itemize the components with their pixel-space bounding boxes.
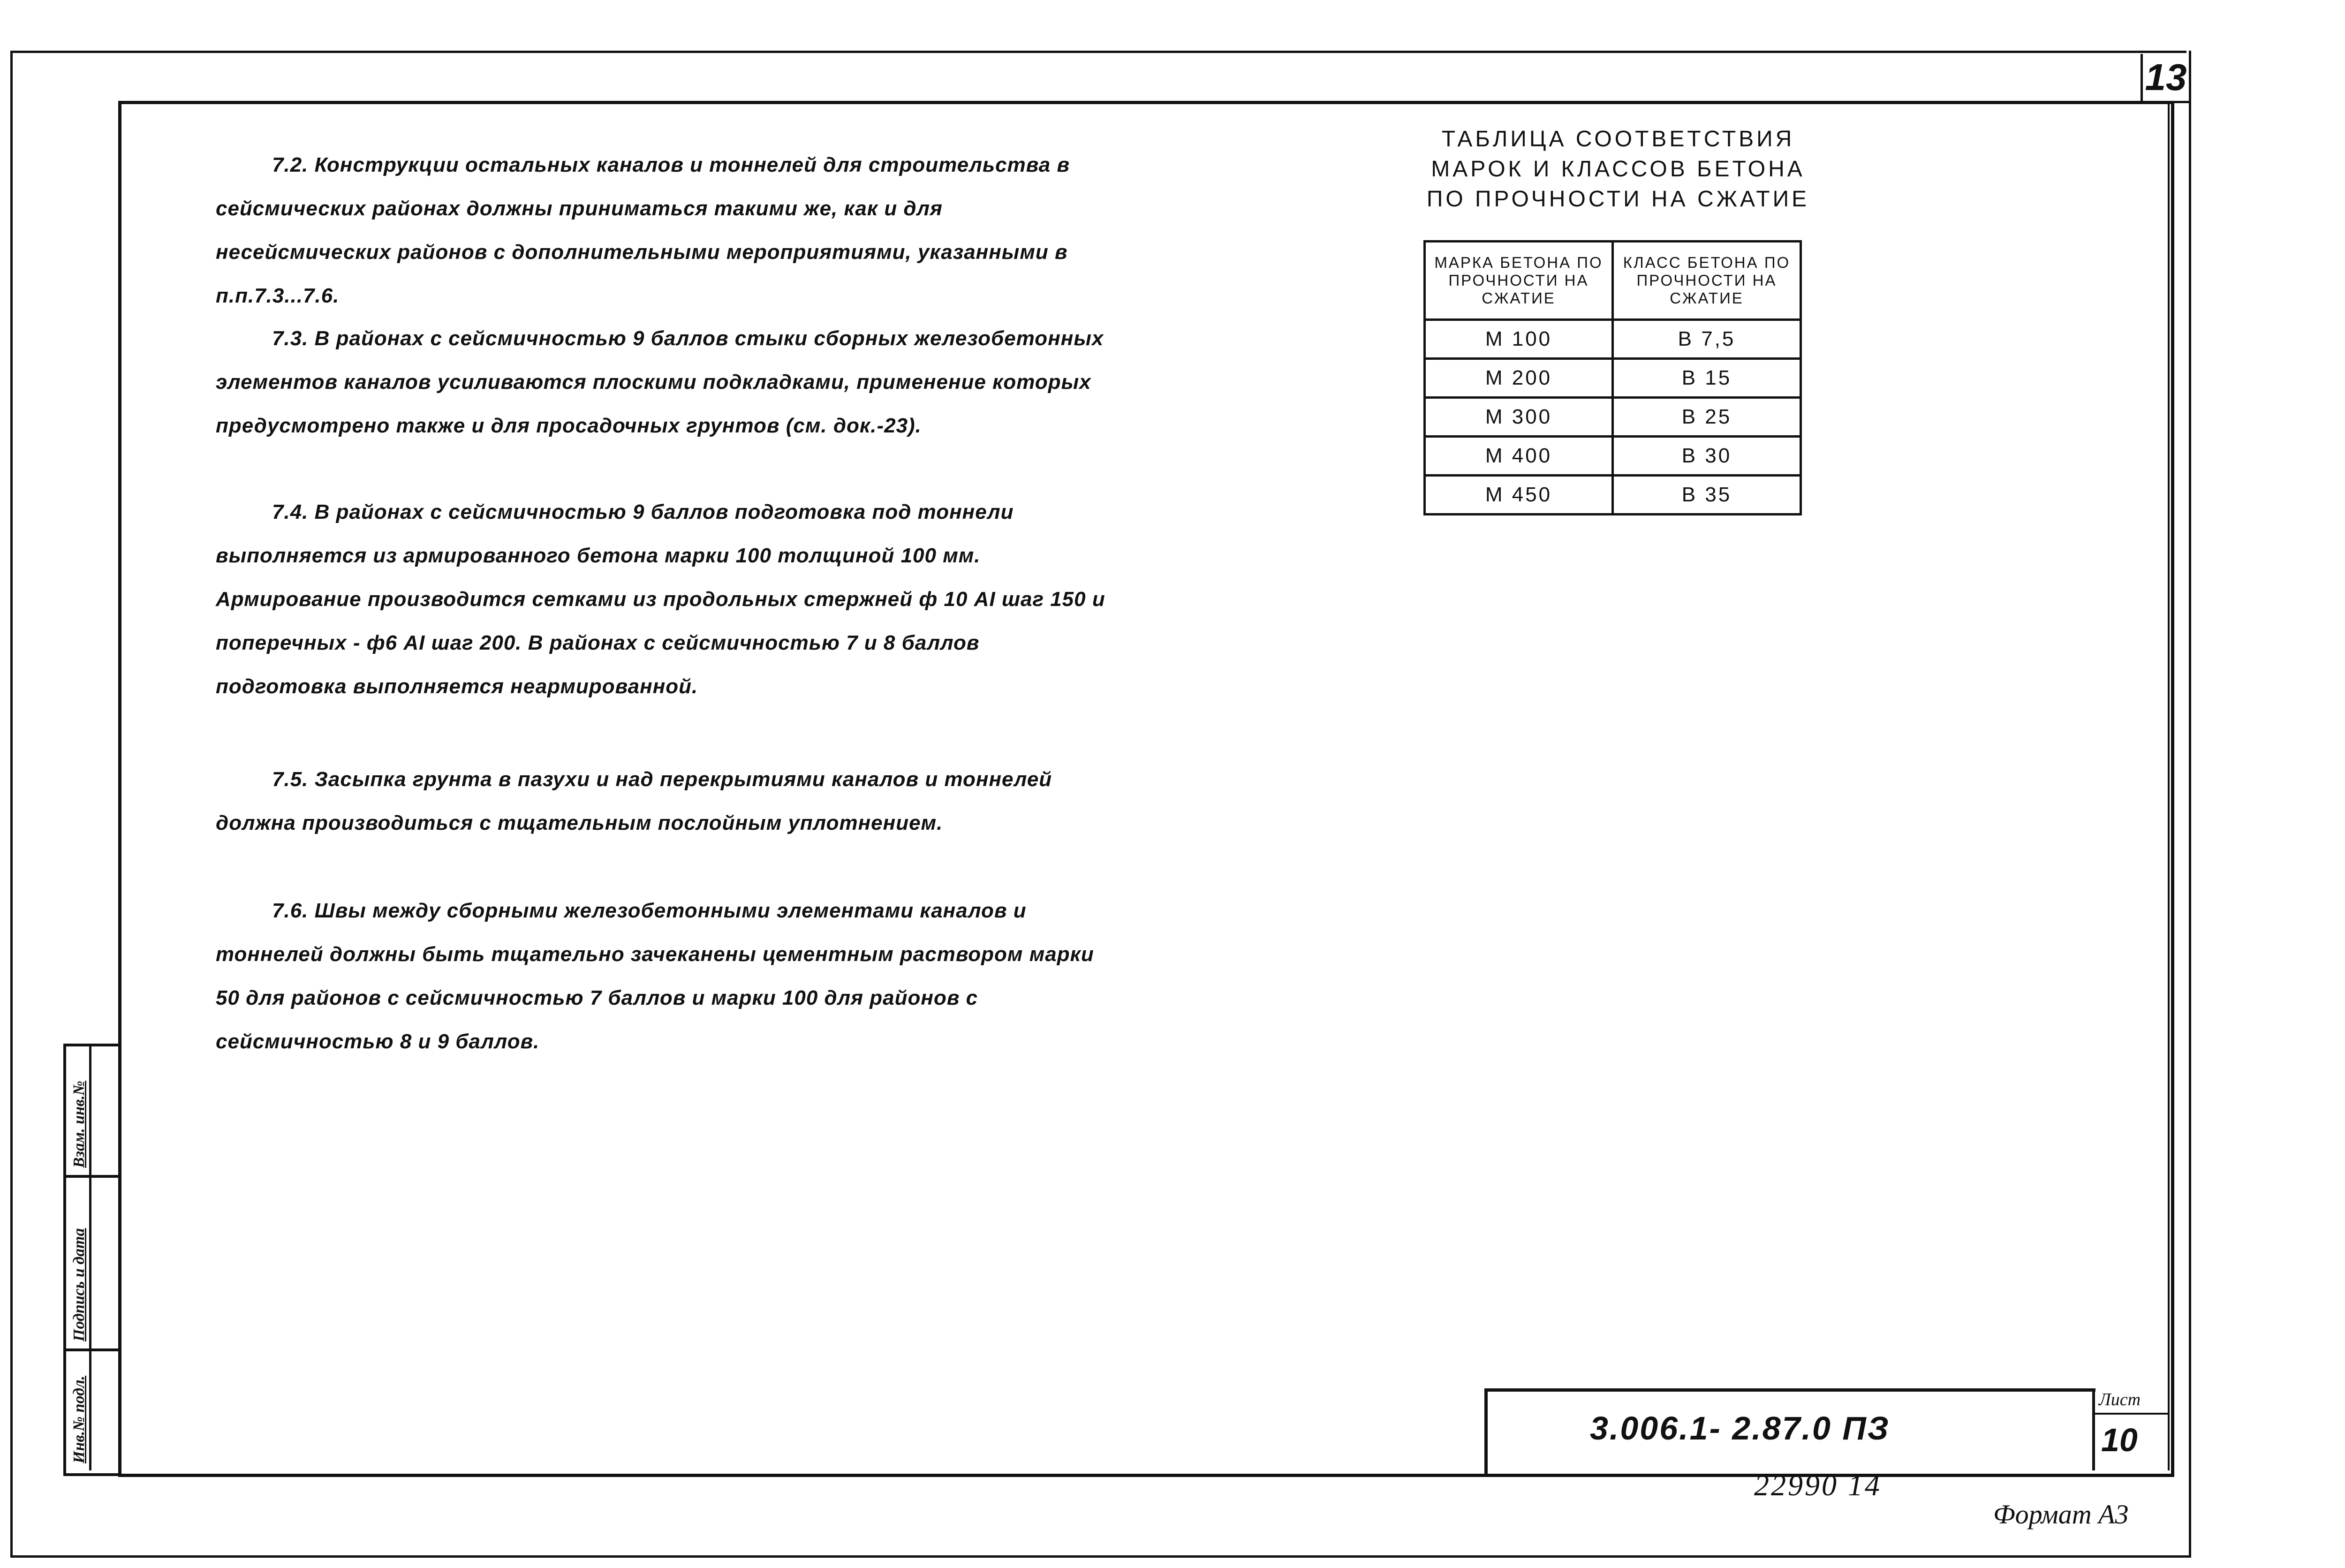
sheet-label: Лист [2099,1390,2141,1409]
cell-grade: М 100 [1425,320,1613,359]
concrete-grade-table [1423,240,1802,515]
table-header-row [1425,242,1801,320]
cell-grade: М 300 [1425,398,1613,437]
inventory-number: 22990 14 [1754,1469,1882,1502]
table-row [1425,320,1801,359]
cell-grade: М 450 [1425,476,1613,515]
cell-grade: М 400 [1425,437,1613,476]
document-code: 3.006.1- 2.87.0 ПЗ [1590,1410,1890,1447]
cell-class: В 25 [1613,398,1801,437]
paragraph-7-3: 7.3. В районах с сейсмичностью 9 баллов стыки сборных железобетонных элементов каналов усиливаются плоскими подкладками, применение которых предусмотрено также и для просадочных грунтов (см. док.-23). [216,327,1104,437]
paragraph-7-4: 7.4. В районах с сейсмичностью 9 баллов подготовка под тоннели выполняется из армированного бетона марки 100 толщиной 100 мм. Армирование производится сетками из продольных стержней ф 10 АI шаг 150 и поперечных - ф6 АI шаг 200. В районах с сейсмичностью 7 и 8 баллов подготовка выполняется неармированной. [216,500,1105,698]
side-label-signature: Подпись и дата [70,1228,88,1341]
table-title: ТАБЛИЦА СООТВЕТСТВИЯ МАРОК И КЛАССОВ БЕТОНА ПО ПРОЧНОСТИ НА СЖАТИЕ [1426,127,1810,212]
side-strip-column-divider [89,1044,91,1470]
table-row [1425,398,1801,437]
frame-right-edge [2168,101,2170,1470]
sheet-number: 13 [2141,54,2189,103]
sheet-cell-divider [2092,1413,2168,1415]
side-label-replacement: Взам. инв.№ [70,1081,88,1168]
cell-class: В 35 [1613,476,1801,515]
sheet-value: 10 [2101,1422,2138,1458]
header-grade: МАРКА БЕТОНА ПО ПРОЧНОСТИ НА СЖАТИЕ [1425,242,1613,320]
paragraph-7-5: 7.5. Засыпка грунта в пазухи и над перекрытиями каналов и тоннелей должна производиться с тщательным послойным уплотнением. [216,768,1052,834]
side-strip-divider [63,1175,118,1178]
side-strip-divider [63,1348,118,1351]
cell-class: В 7,5 [1613,320,1801,359]
table-row [1425,476,1801,515]
table-row [1425,359,1801,398]
cell-class: В 15 [1613,359,1801,398]
header-class: КЛАСС БЕТОНА ПО ПРОЧНОСТИ НА СЖАТИЕ [1613,242,1801,320]
cell-class: В 30 [1613,437,1801,476]
paragraph-7-6: 7.6. Швы между сборными железобетонными элементами каналов и тоннелей должны быть тщательно зачеканены цементным раствором марки 50 для районов с сейсмичностью 7 баллов и марки 100 для районов с сейсмичностью 8 и 9 баллов. [216,899,1094,1053]
paper-format: Формат А3 [1993,1499,2129,1530]
cell-grade: М 200 [1425,359,1613,398]
side-label-inventory: Инв.№ подл. [70,1376,88,1463]
paragraph-7-2: 7.2. Конструкции остальных каналов и тоннелей для строительства в сейсмических районах должны приниматься такими же, как и для несейсмических районов с дополнительными мероприятиями, указанными в п.п.7.3...7.6. [216,153,1070,307]
table-row [1425,437,1801,476]
